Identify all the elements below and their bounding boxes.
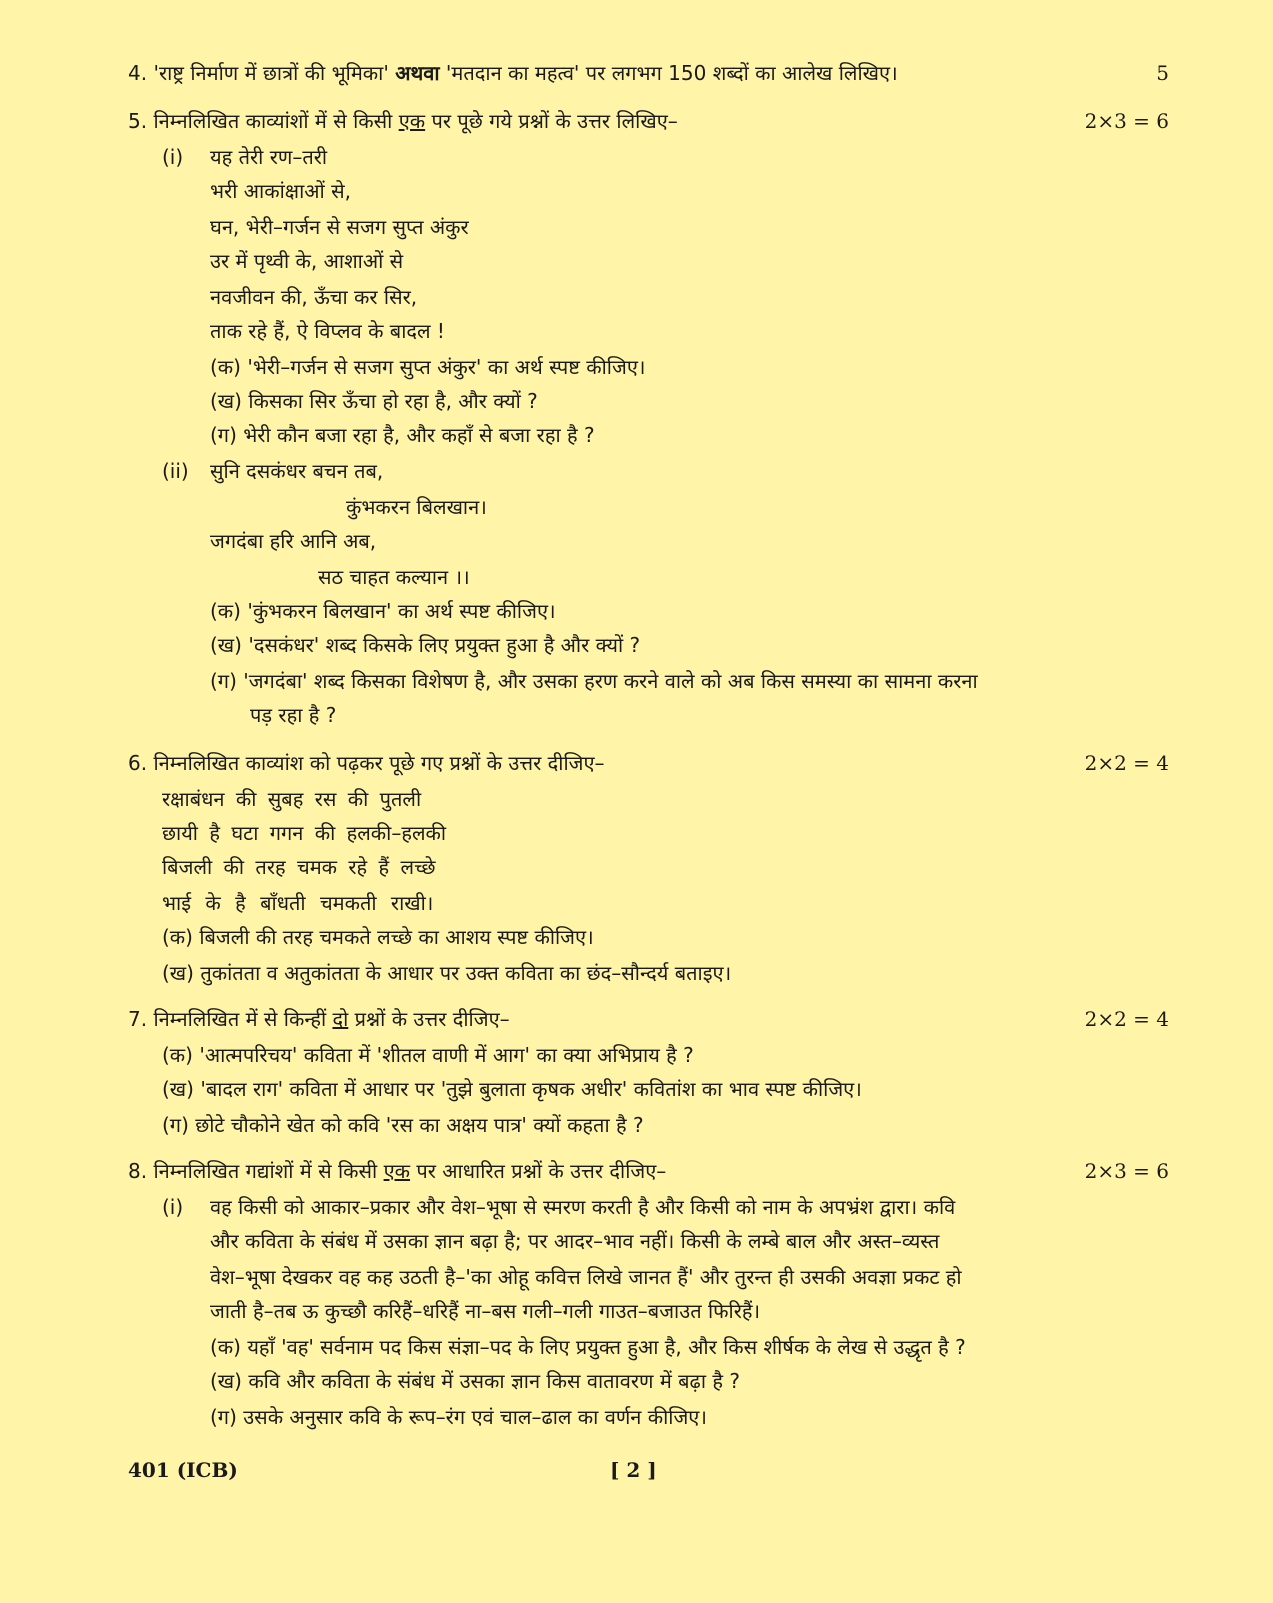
prose-line: और कविता के संबंध में उसका ज्ञान बढ़ा है; पर आदर–भाव नहीं। किसी के लम्बे बाल और अस्त–व्यस्त xyxy=(210,1229,940,1253)
poem-line: घन, भेरी–गर्जन से सजग सुप्त अंकुर xyxy=(210,215,469,239)
q6-marks: 2×2 = 4 xyxy=(1084,751,1169,775)
q6-text: 6. निम्नलिखित काव्यांश को पढ़कर पूछे गए प्रश्नों के उत्तर दीजिए– xyxy=(128,751,605,775)
sub-question: (ख) 'दसकंधर' शब्द किसके लिए प्रयुक्त हुआ है और क्यों ? xyxy=(210,633,641,657)
sub-question: (ग) 'जगदंबा' शब्द किसका विशेषण है, और उसका हरण करने वाले को अब किस समस्या का सामना करना xyxy=(210,669,978,693)
prose-line: जाती है–तब ऊ कुच्छौ करिहैं–धरिहैं ना–बस गली–गली गाउत–बजाउत फिरिहैं। xyxy=(210,1299,761,1323)
q8-i-label: (i) xyxy=(162,1195,184,1219)
q7-marks: 2×2 = 4 xyxy=(1084,1007,1169,1031)
poem-line: रक्षाबंधन की सुबह रस की पुतली xyxy=(162,787,422,811)
poem-line: जगदंबा हरि आनि अब, xyxy=(210,529,377,553)
sub-question: (ख) 'बादल राग' कविता में आधार पर 'तुझे बुलाता कृषक अधीर' कवितांश का भाव स्पष्ट कीजिए। xyxy=(162,1077,862,1101)
sub-question: (क) 'आत्मपरिचय' कविता में 'शीतल वाणी में आग' का क्या अभिप्राय है ? xyxy=(162,1043,694,1067)
sub-question: (क) बिजली की तरह चमकते लच्छे का आशय स्पष्ट कीजिए। xyxy=(162,925,594,949)
poem-line: सुनि दसकंधर बचन तब, xyxy=(210,459,384,483)
poem-line: भाई के है बाँधती चमकती राखी। xyxy=(162,891,434,915)
sub-question: (क) 'कुंभकरन बिलखान' का अर्थ स्पष्ट कीजिए। xyxy=(210,599,556,623)
poem-line: भरी आकांक्षाओं से, xyxy=(210,179,351,203)
sub-question: (ग) उसके अनुसार कवि के रूप–रंग एवं चाल–ढाल का वर्णन कीजिए। xyxy=(210,1405,707,1429)
q5-i-label: (i) xyxy=(162,145,184,169)
paper-code: 401 (ICB) xyxy=(128,1458,238,1482)
poem-line: छायी है घटा गगन की हलकी–हलकी xyxy=(162,821,447,845)
sub-question: (ख) कवि और कविता के संबंध में उसका ज्ञान किस वातावरण में बढ़ा है ? xyxy=(210,1369,740,1393)
sub-question: (ख) किसका सिर ऊँचा हो रहा है, और क्यों ? xyxy=(210,389,538,413)
q4-text: 4. 'राष्ट्र निर्माण में छात्रों की भूमिका' अथवा 'मतदान का महत्व' पर लगभग 150 शब्दों का आलेख लिखिए। xyxy=(128,61,898,85)
poem-line: बिजली की तरह चमक रहे हैं लच्छे xyxy=(162,855,436,879)
q5-ii-label: (ii) xyxy=(162,459,189,483)
poem-line: नवजीवन की, ऊँचा कर सिर, xyxy=(210,285,418,309)
poem-line: कुंभकरन बिलखान। xyxy=(346,495,487,519)
poem-line: यह तेरी रण–तरी xyxy=(210,145,328,169)
poem-line: उर में पृथ्वी के, आशाओं से xyxy=(210,249,404,273)
page-number: [ 2 ] xyxy=(610,1458,657,1482)
sub-question: (क) यहाँ 'वह' सर्वनाम पद किस संज्ञा–पद के लिए प्रयुक्त हुआ है, और किस शीर्षक के लेख से उद्धृत है ? xyxy=(210,1335,966,1359)
sub-question-cont: पड़ रहा है ? xyxy=(250,703,337,727)
q5-text: 5. निम्नलिखित काव्यांशों में से किसी एक पर पूछे गये प्रश्नों के उत्तर लिखिए– xyxy=(128,109,678,133)
sub-question: (ग) छोटे चौकोने खेत को कवि 'रस का अक्षय पात्र' क्यों कहता है ? xyxy=(162,1113,644,1137)
poem-line: सठ चाहत कल्यान ।। xyxy=(318,565,470,589)
sub-question: (क) 'भेरी–गर्जन से सजग सुप्त अंकुर' का अर्थ स्पष्ट कीजिए। xyxy=(210,355,646,379)
sub-question: (ग) भेरी कौन बजा रहा है, और कहाँ से बजा रहा है ? xyxy=(210,423,595,447)
q8-marks: 2×3 = 6 xyxy=(1084,1159,1169,1183)
q4-marks: 5 xyxy=(1156,61,1169,85)
prose-line: वह किसी को आकार–प्रकार और वेश–भूषा से स्मरण करती है और किसी को नाम के अपभ्रंश द्वारा। कवि xyxy=(210,1195,956,1219)
q7-text: 7. निम्नलिखित में से किन्हीं दो प्रश्नों के उत्तर दीजिए– xyxy=(128,1007,510,1031)
poem-line: ताक रहे हैं, ऐ विप्लव के बादल ! xyxy=(210,319,445,343)
prose-line: वेश–भूषा देखकर वह कह उठती है–'का ओहू कवित्त लिखे जानत हैं' और तुरन्त ही उसकी अवज्ञा प्रकट हो xyxy=(210,1265,962,1289)
q8-text: 8. निम्नलिखित गद्यांशों में से किसी एक पर आधारित प्रश्नों के उत्तर दीजिए– xyxy=(128,1159,667,1183)
q5-marks: 2×3 = 6 xyxy=(1084,109,1169,133)
sub-question: (ख) तुकांतता व अतुकांतता के आधार पर उक्त कविता का छंद–सौन्दर्य बताइए। xyxy=(162,961,732,985)
